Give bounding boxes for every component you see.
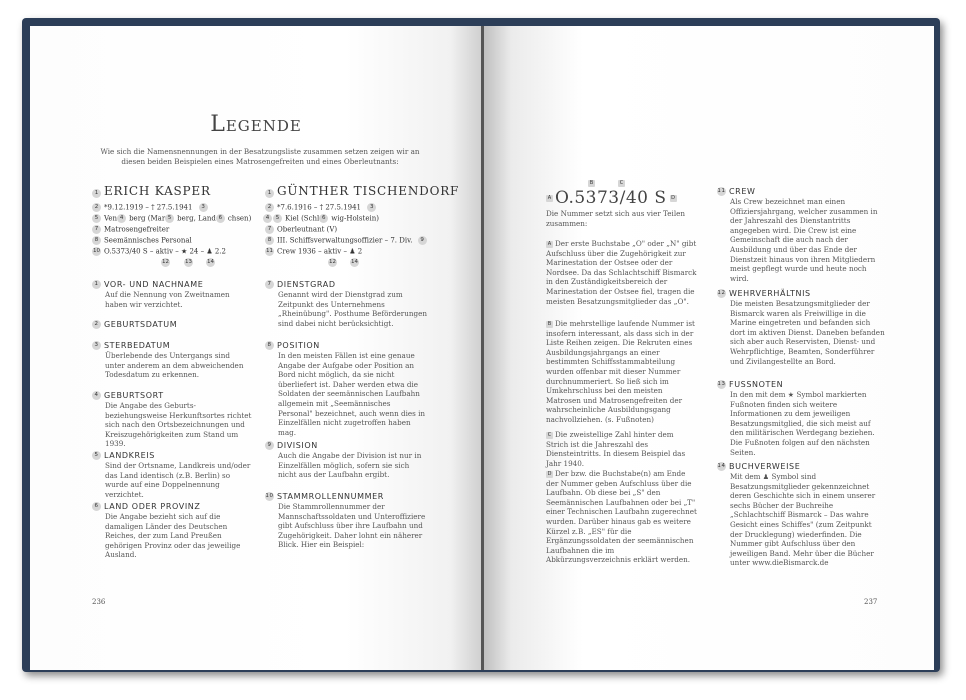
left-page bbox=[30, 26, 482, 670]
legend-section bbox=[717, 289, 885, 366]
marker: 12 bbox=[162, 259, 169, 265]
paragraph-text: Die mehrstellige laufende Nummer ist insofern interessant, als dass sich in der Liste Reihen zeigen. Die Rekruten eines Ausbildungsjahrgangs an einer bestimmten Schiffsstammabteilung wurden offenbar mit dieser Nummer durchnummeriert. So ließ sich im Umkehrschluss bei den meisten Matrosen und Matrosengefreiten der wahrscheinliche Ausbildungsgang nachvollziehen. (s. Fußnoten) bbox=[546, 319, 695, 424]
example1-place-part: berg, Land bbox=[177, 214, 216, 223]
marker: 5 bbox=[92, 214, 101, 223]
example2-dates-row bbox=[265, 203, 379, 213]
legend-section bbox=[717, 380, 885, 457]
section-heading: DIVISION bbox=[277, 441, 318, 450]
page-number: 236 bbox=[92, 598, 106, 606]
legend-section bbox=[92, 451, 252, 499]
marker: 14 bbox=[207, 259, 214, 265]
marker: 8 bbox=[92, 236, 101, 245]
section-heading: STAMMROLLENNUMMER bbox=[277, 492, 384, 501]
section-text: Die Angabe des Geburts- beziehungsweise Herkunftsortes richtet sich nach den Ortsbezeichnungen und Kreiszugehörigkeiten zum Stand um 1939. bbox=[105, 401, 252, 449]
example2-rank-row bbox=[265, 225, 337, 235]
marker: 8 bbox=[265, 236, 274, 245]
code-letter-c: C bbox=[619, 180, 624, 186]
legend-section bbox=[717, 462, 885, 568]
section-heading: WEHRVERHÄLTNIS bbox=[729, 289, 811, 298]
page-title: Legende bbox=[210, 112, 302, 137]
example1-career: Seemännisches Personal bbox=[104, 236, 192, 245]
section-text: Sind der Ortsname, Landkreis und/oder das Land identisch (z.B. Berlin) so wurde auf eine Doppelnennung verzichtet. bbox=[105, 461, 251, 499]
marker: 11 bbox=[266, 248, 273, 254]
code-letter: B bbox=[547, 320, 552, 327]
example1-name: ERICH KASPER bbox=[104, 184, 211, 198]
code-letter: D bbox=[547, 470, 552, 477]
example2-crew: Crew 1936 – aktiv – ♟ 2 bbox=[277, 247, 363, 256]
marker: 9 bbox=[265, 441, 274, 450]
example1-place-row bbox=[92, 214, 251, 224]
section-heading: POSITION bbox=[277, 341, 320, 350]
paragraph-text: Der erste Buchstabe „O" oder „N" gibt Aufschluss über die Zugehörigkeit zur Marinestation der Ostsee oder der Nordsee. Da das Schlachtschiff Bismarck in den Zuständigkeitsbereich der Marinestation der Ostsee fiel, tragen die meisten Besatzungsmitglieder das „O". bbox=[546, 239, 697, 306]
marker: 14 bbox=[351, 259, 358, 265]
legend-section bbox=[265, 280, 427, 328]
legend-section bbox=[92, 391, 252, 449]
marker: 11 bbox=[717, 188, 726, 194]
section-text: Die meisten Besatzungsmitglieder der Bismarck waren als Freiwillige in die Marine eingetreten und befanden sich dort im aktiven Dienst. Daneben befanden sich aber auch Reservisten, Dienst- und Wehrpflichtige, Beamten, Sonderführer und Zivilangestellte an Bord. bbox=[730, 299, 885, 366]
marker: 7 bbox=[265, 225, 274, 234]
legend-section bbox=[92, 280, 252, 309]
code-paragraph bbox=[546, 430, 698, 468]
example1-place-part: chsen) bbox=[227, 214, 252, 223]
example1-service: O.5373/40 S – aktiv – ★ 24 – ♟ 2.2 bbox=[104, 247, 226, 256]
example2-dates: *7.6.1916 – † 27.5.1941 bbox=[277, 203, 361, 212]
marker: 10 bbox=[93, 248, 100, 254]
code-paragraph bbox=[546, 239, 698, 306]
marker: 14 bbox=[717, 463, 726, 469]
marker: 2 bbox=[265, 203, 274, 212]
example2-crew-row bbox=[265, 247, 362, 257]
code-value: O.5373/40 S bbox=[555, 188, 667, 208]
section-heading: STERBEDATUM bbox=[104, 341, 171, 350]
marker: 2 bbox=[92, 203, 101, 212]
marker: 7 bbox=[92, 225, 101, 234]
code-letter-a: A bbox=[547, 195, 552, 201]
example1-place-part: berg (Mar bbox=[129, 214, 166, 223]
example1-rank: Matrosengefreiter bbox=[104, 225, 170, 234]
marker: 5 bbox=[92, 451, 101, 460]
marker: 4 bbox=[263, 214, 272, 223]
legend-section bbox=[92, 341, 252, 380]
marker: 8 bbox=[265, 341, 274, 350]
code-letter-d: D bbox=[671, 195, 675, 201]
section-text: Auch die Angabe der Division ist nur in Einzelfällen möglich, sofern sie sich nicht aus der Laufbahn ergibt. bbox=[278, 451, 422, 480]
legend-section bbox=[717, 187, 885, 283]
section-text: Die Stammrollennummer der Mannschaftssoldaten und Unteroffiziere gibt Aufschluss über ihre Laufbahn und Zugehörigkeit. Daher lohnt ein näherer Blick. Hier ein Beispiel: bbox=[278, 502, 426, 550]
marker: 6 bbox=[92, 502, 101, 511]
marker: 3 bbox=[367, 203, 376, 212]
section-heading: FUSSNOTEN bbox=[729, 380, 784, 389]
section-text: Genannt wird der Dienstgrad zum Zeitpunkt des Unternehmens „Rheinübung". Posthume Beförderungen sind dabei nicht berücksichtigt. bbox=[278, 290, 427, 328]
marker: 1 bbox=[92, 189, 101, 198]
example1-career-row bbox=[92, 236, 192, 246]
marker: 9 bbox=[418, 236, 427, 245]
section-heading: DIENSTGRAD bbox=[277, 280, 336, 289]
section-heading: VOR- UND NACHNAME bbox=[104, 280, 204, 289]
section-text: In den meisten Fällen ist eine genaue Angabe der Aufgabe oder Position an Bord nicht möglich, da sie nicht überliefert ist. Daher werden etwa die Soldaten der seemännischen Laufbahn allgemein mit „Seemännisches Personal" bezeichnet, auch wenn dies in Einzelfällen nicht zugetroffen haben mag. bbox=[278, 351, 426, 437]
section-text: Auf die Nennung von Zweitnamen haben wir verzichtet. bbox=[105, 290, 230, 309]
example1-service-row bbox=[92, 247, 226, 257]
code-intro: Die Nummer setzt sich aus vier Teilen zusammen: bbox=[546, 209, 686, 228]
marker: 2 bbox=[92, 320, 101, 329]
marker: 13 bbox=[717, 381, 726, 387]
example1-markers bbox=[161, 258, 218, 268]
legend-section bbox=[92, 502, 252, 560]
marker: 5 bbox=[273, 214, 282, 223]
paragraph-text: Der bzw. die Buchstabe(n) am Ende der Nummer geben Aufschluss über die Laufbahn. Ob diese bei „S" den Seemännischen Laufbahnen oder bei „T" einer Technischen Laufbahn zugerechnet wurden. Darüber hinaus gab es weitere Kürzel z.B. „ES" für die Ergänzungssoldaten der seemännischen Laufbahnen die im Abkürzungsverzeichnis erklärt werden. bbox=[546, 469, 697, 565]
marker: 4 bbox=[117, 214, 126, 223]
paragraph-text: Die zweistellige Zahl hinter dem Strich ist die Jahreszahl des Diensteintritts. In diesem Beispiel das Jahr 1940. bbox=[546, 430, 686, 468]
marker: 3 bbox=[92, 341, 101, 350]
example1-dates-row bbox=[92, 203, 211, 213]
example2-name: GÜNTHER TISCHENDORF bbox=[277, 184, 460, 198]
section-heading: GEBURTSDATUM bbox=[104, 320, 178, 329]
code-letter: A bbox=[547, 240, 552, 247]
marker: 13 bbox=[185, 259, 192, 265]
example2-career: III. Schiffsverwaltungsoffizier – 7. Div. bbox=[277, 236, 413, 245]
intro-text: Wie sich die Namensnennungen in der Besatzungsliste zusammen setzen zeigen wir an diesen beiden Beispielen eines Matrosengefreiten und eines Oberleutnants: bbox=[100, 147, 420, 166]
legend-section bbox=[265, 441, 427, 480]
example2-place-part: Kiel (Schl bbox=[285, 214, 320, 223]
example2-place-part: wig-Holstein) bbox=[331, 214, 379, 223]
marker: 6 bbox=[319, 214, 328, 223]
example1-rank-row bbox=[92, 225, 169, 235]
code-letter-b: B bbox=[589, 180, 594, 186]
marker: 10 bbox=[265, 493, 274, 499]
section-text: In den mit dem ★ Symbol markierten Fußnoten finden sich weitere Informationen zu dem jeweiligen Besatzungsmitglied, die sich meist auf den militärischen Werdegang beziehen. Die Fußnoten folgen auf den nächsten Seiten. bbox=[730, 390, 875, 457]
marker: 1 bbox=[92, 280, 101, 289]
right-page bbox=[484, 26, 934, 670]
section-text: Die Angabe bezieht sich auf die damaligen Länder des Deutschen Reiches, der zum Land Preußen gehörigen Provinz oder das jeweilige Ausland. bbox=[105, 512, 241, 560]
section-text: Als Crew bezeichnet man einen Offiziersjahrgang, welcher zusammen in der Jahreszahl des Dienstantritts angegeben wird. Die Crew ist eine Gemeinschaft die auch nach der Ausbildung und über das Ende der Dienstzeit hinaus von ihren Mitgliedern meist gepflegt wurde und heute noch wird. bbox=[730, 197, 878, 283]
code-letter: C bbox=[547, 431, 552, 438]
legend-section bbox=[265, 492, 427, 550]
legend-section bbox=[92, 320, 252, 329]
marker: 3 bbox=[199, 203, 208, 212]
section-heading: LANDKREIS bbox=[104, 451, 155, 460]
code-paragraph bbox=[546, 319, 698, 425]
section-text: Mit dem ♟ Symbol sind Besatzungsmitglieder gekennzeichnet deren Geschichte sich in einem unserer sechs Bücher der Buchreihe „Schlachtschiff Bismarck – Das wahre Gesicht eines Schiffes" (zum Zeitpunkt der Drucklegung) wiederfinden. Die Nummer gibt Aufschluss über den jeweiligen Band. Mehr über die Bücher unter www.dieBismarck.de bbox=[730, 472, 876, 568]
marker: 12 bbox=[329, 259, 336, 265]
example2-place-row bbox=[263, 214, 379, 224]
section-heading: BUCHVERWEISE bbox=[729, 462, 801, 471]
marker: 12 bbox=[717, 290, 726, 296]
example1-place-part: Ven bbox=[104, 214, 118, 223]
example2-rank: Oberleutnant (V) bbox=[277, 225, 338, 234]
section-heading: LAND ODER PROVINZ bbox=[104, 502, 201, 511]
marker: 1 bbox=[265, 189, 274, 198]
marker: 6 bbox=[216, 214, 225, 223]
marker: 5 bbox=[165, 214, 174, 223]
code-paragraph bbox=[546, 469, 698, 565]
section-text: Überlebende des Untergangs sind unter anderem an dem abweichenden Todesdatum zu erkennen. bbox=[105, 351, 244, 380]
marker: 7 bbox=[265, 280, 274, 289]
section-heading: CREW bbox=[729, 187, 756, 196]
marker: 4 bbox=[92, 391, 101, 400]
example2-career-row bbox=[265, 236, 430, 246]
example2-name-row bbox=[265, 184, 460, 198]
example1-dates: *9.12.1919 – † 27.5.1941 bbox=[104, 203, 193, 212]
example2-markers bbox=[328, 258, 362, 268]
section-heading: GEBURTSORT bbox=[104, 391, 164, 400]
example1-name-row bbox=[92, 184, 211, 198]
page-number: 237 bbox=[864, 598, 878, 606]
legend-section bbox=[265, 341, 427, 437]
